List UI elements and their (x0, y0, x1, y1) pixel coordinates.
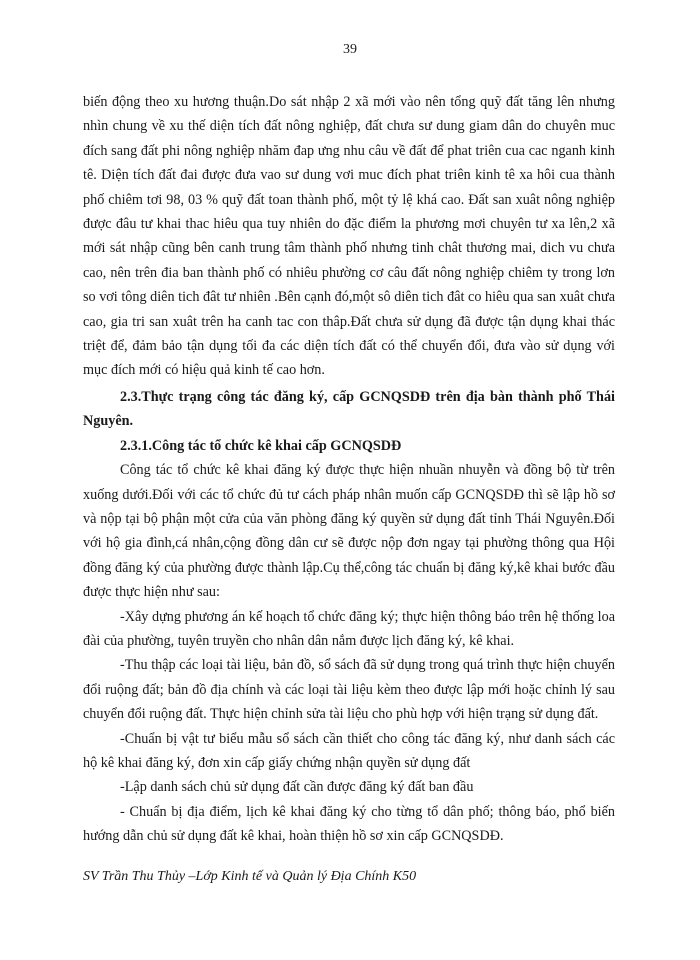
list-item: -Xây dựng phương án kế hoạch tổ chức đăng ký; thực hiện thông báo trên hệ thống loa đài của phường, tuyên truyền cho nhân dân nắm được lịch đăng ký, kê khai. (83, 608, 615, 649)
list-item: -Lập danh sách chủ sử dụng đất cần được đăng ký đất ban đầu (120, 779, 474, 796)
page-footer: SV Trần Thu Thủy –Lớp Kinh tế và Quản lý Địa Chính K50 (83, 869, 417, 884)
paragraph-body: Công tác tổ chức kê khai đăng ký được thực hiện nhuần nhuyễn và đồng bộ từ trên xuống dưới.Đối với các tổ chức đủ tư cách pháp nhân muốn cấp GCNQSDĐ thì sẽ lập hồ sơ và nộp tại bộ phận một cửa của văn phòng đăng ký quyền sử dụng đất tỉnh Thái Nguyên.Đối với hộ gia đình,cá nhân,cộng đồng dân cư sẽ được nộp đơn ngay tại phường thông qua Hội đồng đăng ký của phường được thành lập.Cụ thể,công tác chuẩn bị đăng ký,kê khai bước đầu được thực hiện như sau: (83, 462, 615, 601)
list-item: -Chuẩn bị vật tư biểu mẫu sổ sách cần thiết cho công tác đăng ký, như danh sách các hộ kê khai đăng ký, đơn xin cấp giấy chứng nhận quyền sử dụng đất (83, 730, 615, 771)
list-item: - Chuẩn bị địa điểm, lịch kê khai đăng ký cho từng tổ dân phố; thông báo, phổ biến hướng dẫn chủ sử dụng đất kê khai, hoàn thiện hồ sơ xin cấp GCNQSDĐ. (83, 803, 615, 845)
subsection-heading: 2.3.1.Công tác tổ chức kê khai cấp GCNQSDĐ (120, 437, 402, 454)
list-item: -Thu thập các loại tài liệu, bản đồ, sổ sách đã sử dụng trong quá trình thực hiện chuyển đổi ruộng đất; bản đồ địa chính và các loại tài liệu kèm theo được lập mới hoặc chỉnh lý sau chuyển đổi ruộng đất. Thực hiện chỉnh sửa tài liệu cho phù hợp với hiện trạng sử dụng đất. (83, 657, 615, 723)
paragraph-intro: biến động theo xu hương thuận.Do sát nhập 2 xã mới vào nên tổng quỹ đất tăng lên nhưng nhìn chung về xu thế diện tích đất nông nghiệp, đất chưa sư dung giam dân do chuyên muc đích sang đất phi nông nghiệp nhăm đap ưng nhu câu về đất để phat triên cua cac nganh kinh tê. Diện tích đất đai được đưa vao sư dung vơi muc đích phat triên kinh tê xa hôi cua thành phố chiêm tơi 98, 03 % quỹ đất toan thành phố, một tỷ lệ khá cao. Đất san xuât nông nghiệp được đâu tư khai thac hiêu qua tuy nhiên do đặc điểm la phương mơi chuyên tư xa lên,2 xã mới sát nhập cũng bên canh trung tâm thành phố nhưng tinh chât thương mai, dich vu chưa cao, nên trên đia ban thành phố có nhiêu phường cơ câu đất nông nghiệp chiêm ty trong lơn so vơi tông diên tich đât tư nhiên .Bên cạnh đó,một sô diên tich đât co hiêu qua san xuât chưa cao, gia tri san xuât trên ha canh tac con thâp.Đất chưa sử dụng đã được tận dụng khai thác triệt để, đảm bảo tận dụng tối đa các diện tích đất có thể chuyển đổi, đưa vào sử dụng với mục đích mới có hiệu quả kinh tế cao hơn. (83, 94, 615, 379)
page-number: 39 (343, 42, 357, 57)
document-body (83, 90, 615, 849)
section-heading: 2.3.Thực trạng công tác đăng ký, cấp GCNQSDĐ trên địa bàn thành phố Thái Nguyên. (83, 388, 615, 430)
